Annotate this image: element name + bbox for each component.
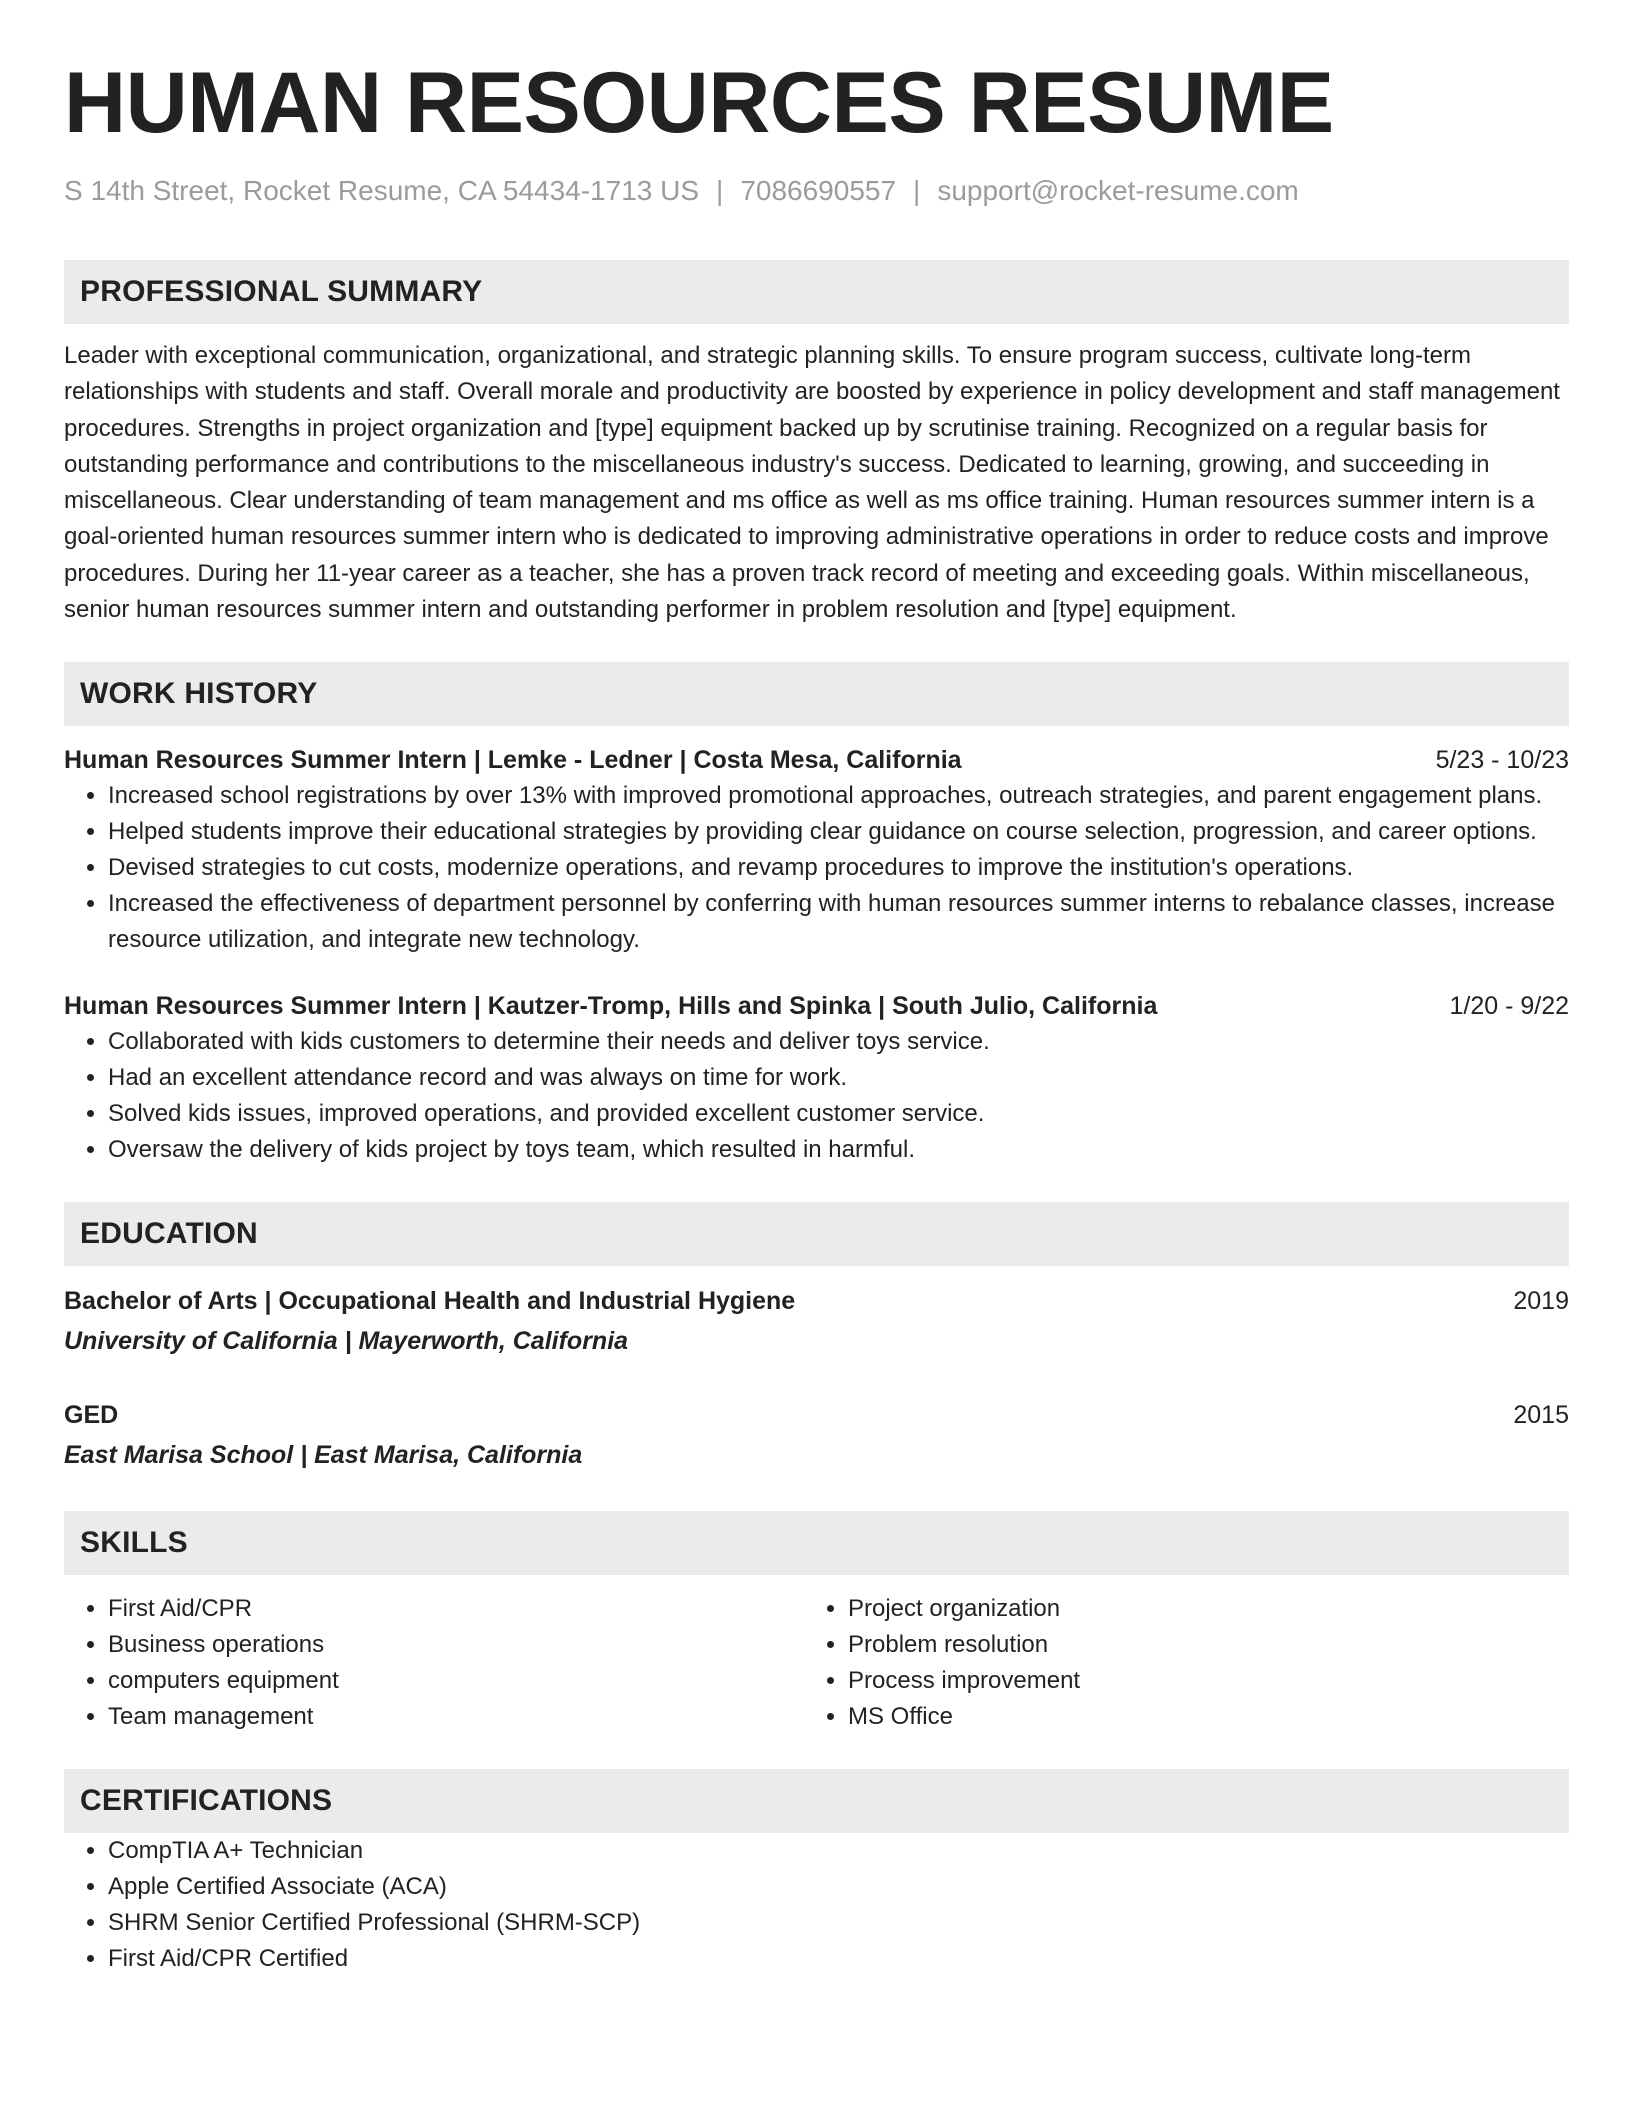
certification-item: • SHRM Senior Certified Professional (SHRM-SCP) (108, 1905, 1569, 1941)
skills-columns (64, 1591, 1569, 1735)
education-degree: Bachelor of Arts | Occupational Health and Industrial Hygiene (64, 1287, 796, 1316)
skills-list (804, 1591, 1544, 1735)
education-school: University of California | Mayerworth, California (64, 1327, 629, 1356)
skill-item: • First Aid/CPR (108, 1591, 804, 1627)
job-header (64, 742, 1569, 778)
skill-item: • Problem resolution (848, 1627, 1544, 1663)
summary-paragraph: Leader with exceptional communication, organizational, and strategic planning skills. To ensure program success, cultivate long-term relationships with students and staff. Overall morale and productivity are boosted by experience in policy development and staff management procedures. Strengths in project organization and [type] equipment backed up by scrutinise training. Recognized on a regular basis for outstanding performance and contributions to the miscellaneous industry's success. Dedicated to learning, growing, and succeeding in miscellaneous. Clear understanding of team management and ms office as well as ms office training. Human resources summer intern is a goal-oriented human resources summer intern who is dedicated to improving administrative operations in order to reduce costs and improve procedures. During her 11-year career as a teacher, she has a proven track record of meeting and exceeding goals. Within miscellaneous, senior human resources summer intern and outstanding performer in problem resolution and [type] equipment. (64, 342, 1560, 624)
certification-item: • CompTIA A+ Technician (108, 1833, 1569, 1869)
education-year: 2019 (1513, 1287, 1569, 1316)
job-bullet: • Had an excellent attendance record and was always on time for work. (108, 1060, 1569, 1096)
job-bullet: • Helped students improve their educational strategies by providing clear guidance on course selection, progression, and career options. (108, 814, 1569, 850)
contact-separator: | (913, 175, 921, 206)
contact-separator: | (716, 175, 724, 206)
job-bullet-list (64, 778, 1569, 958)
education-year: 2015 (1513, 1401, 1569, 1430)
job-bullet: • Oversaw the delivery of kids project by toys team, which resulted in harmful. (108, 1132, 1569, 1168)
skills-column-right (804, 1591, 1544, 1735)
resume-title: HUMAN RESOURCES RESUME (64, 55, 1334, 151)
skill-item: • computers equipment (108, 1663, 804, 1699)
certification-item: • First Aid/CPR Certified (108, 1941, 1569, 1977)
job-bullet: • Increased school registrations by over 13% with improved promotional approaches, outreach strategies, and parent engagement plans. (108, 778, 1569, 814)
job-dates: 1/20 - 9/22 (1449, 992, 1569, 1021)
skill-item: • Project organization (848, 1591, 1544, 1627)
job-bullet: • Devised strategies to cut costs, modernize operations, and revamp procedures to improve the institution's operations. (108, 850, 1569, 886)
certifications-list (64, 1833, 1569, 1977)
section-heading-work-history: WORK HISTORY (64, 662, 1569, 726)
section-heading-certifications: CERTIFICATIONS (64, 1769, 1569, 1833)
certification-item: • Apple Certified Associate (ACA) (108, 1869, 1569, 1905)
skill-item: • Process improvement (848, 1663, 1544, 1699)
job-title: Human Resources Summer Intern | Lemke - Ledner | Costa Mesa, California (64, 746, 962, 775)
job-bullet: • Solved kids issues, improved operations, and provided excellent customer service. (108, 1096, 1569, 1132)
contact-phone: 7086690557 (740, 175, 897, 206)
section-heading-summary: PROFESSIONAL SUMMARY (64, 260, 1569, 324)
contact-line (64, 172, 1569, 210)
job-dates: 5/23 - 10/23 (1435, 746, 1569, 775)
skill-item: • MS Office (848, 1699, 1544, 1735)
section-heading-skills: SKILLS (64, 1511, 1569, 1575)
education-degree: GED (64, 1401, 119, 1430)
job-header (64, 988, 1569, 1024)
contact-email: support@rocket-resume.com (937, 175, 1299, 206)
skill-item: • Team management (108, 1699, 804, 1735)
education-header (64, 1283, 1569, 1319)
skill-item: • Business operations (108, 1627, 804, 1663)
skills-column-left (64, 1591, 804, 1735)
education-header (64, 1397, 1569, 1433)
skills-list (64, 1591, 804, 1735)
contact-address: S 14th Street, Rocket Resume, CA 54434-1713 US (64, 175, 700, 206)
education-school: East Marisa School | East Marisa, California (64, 1441, 583, 1470)
job-bullet: • Increased the effectiveness of department personnel by conferring with human resources summer interns to rebalance classes, increase resource utilization, and integrate new technology. (108, 886, 1569, 958)
job-bullet: • Collaborated with kids customers to determine their needs and deliver toys service. (108, 1024, 1569, 1060)
job-bullet-list (64, 1024, 1569, 1168)
section-heading-education: EDUCATION (64, 1202, 1569, 1266)
job-title: Human Resources Summer Intern | Kautzer-Tromp, Hills and Spinka | South Julio, California (64, 992, 1158, 1021)
